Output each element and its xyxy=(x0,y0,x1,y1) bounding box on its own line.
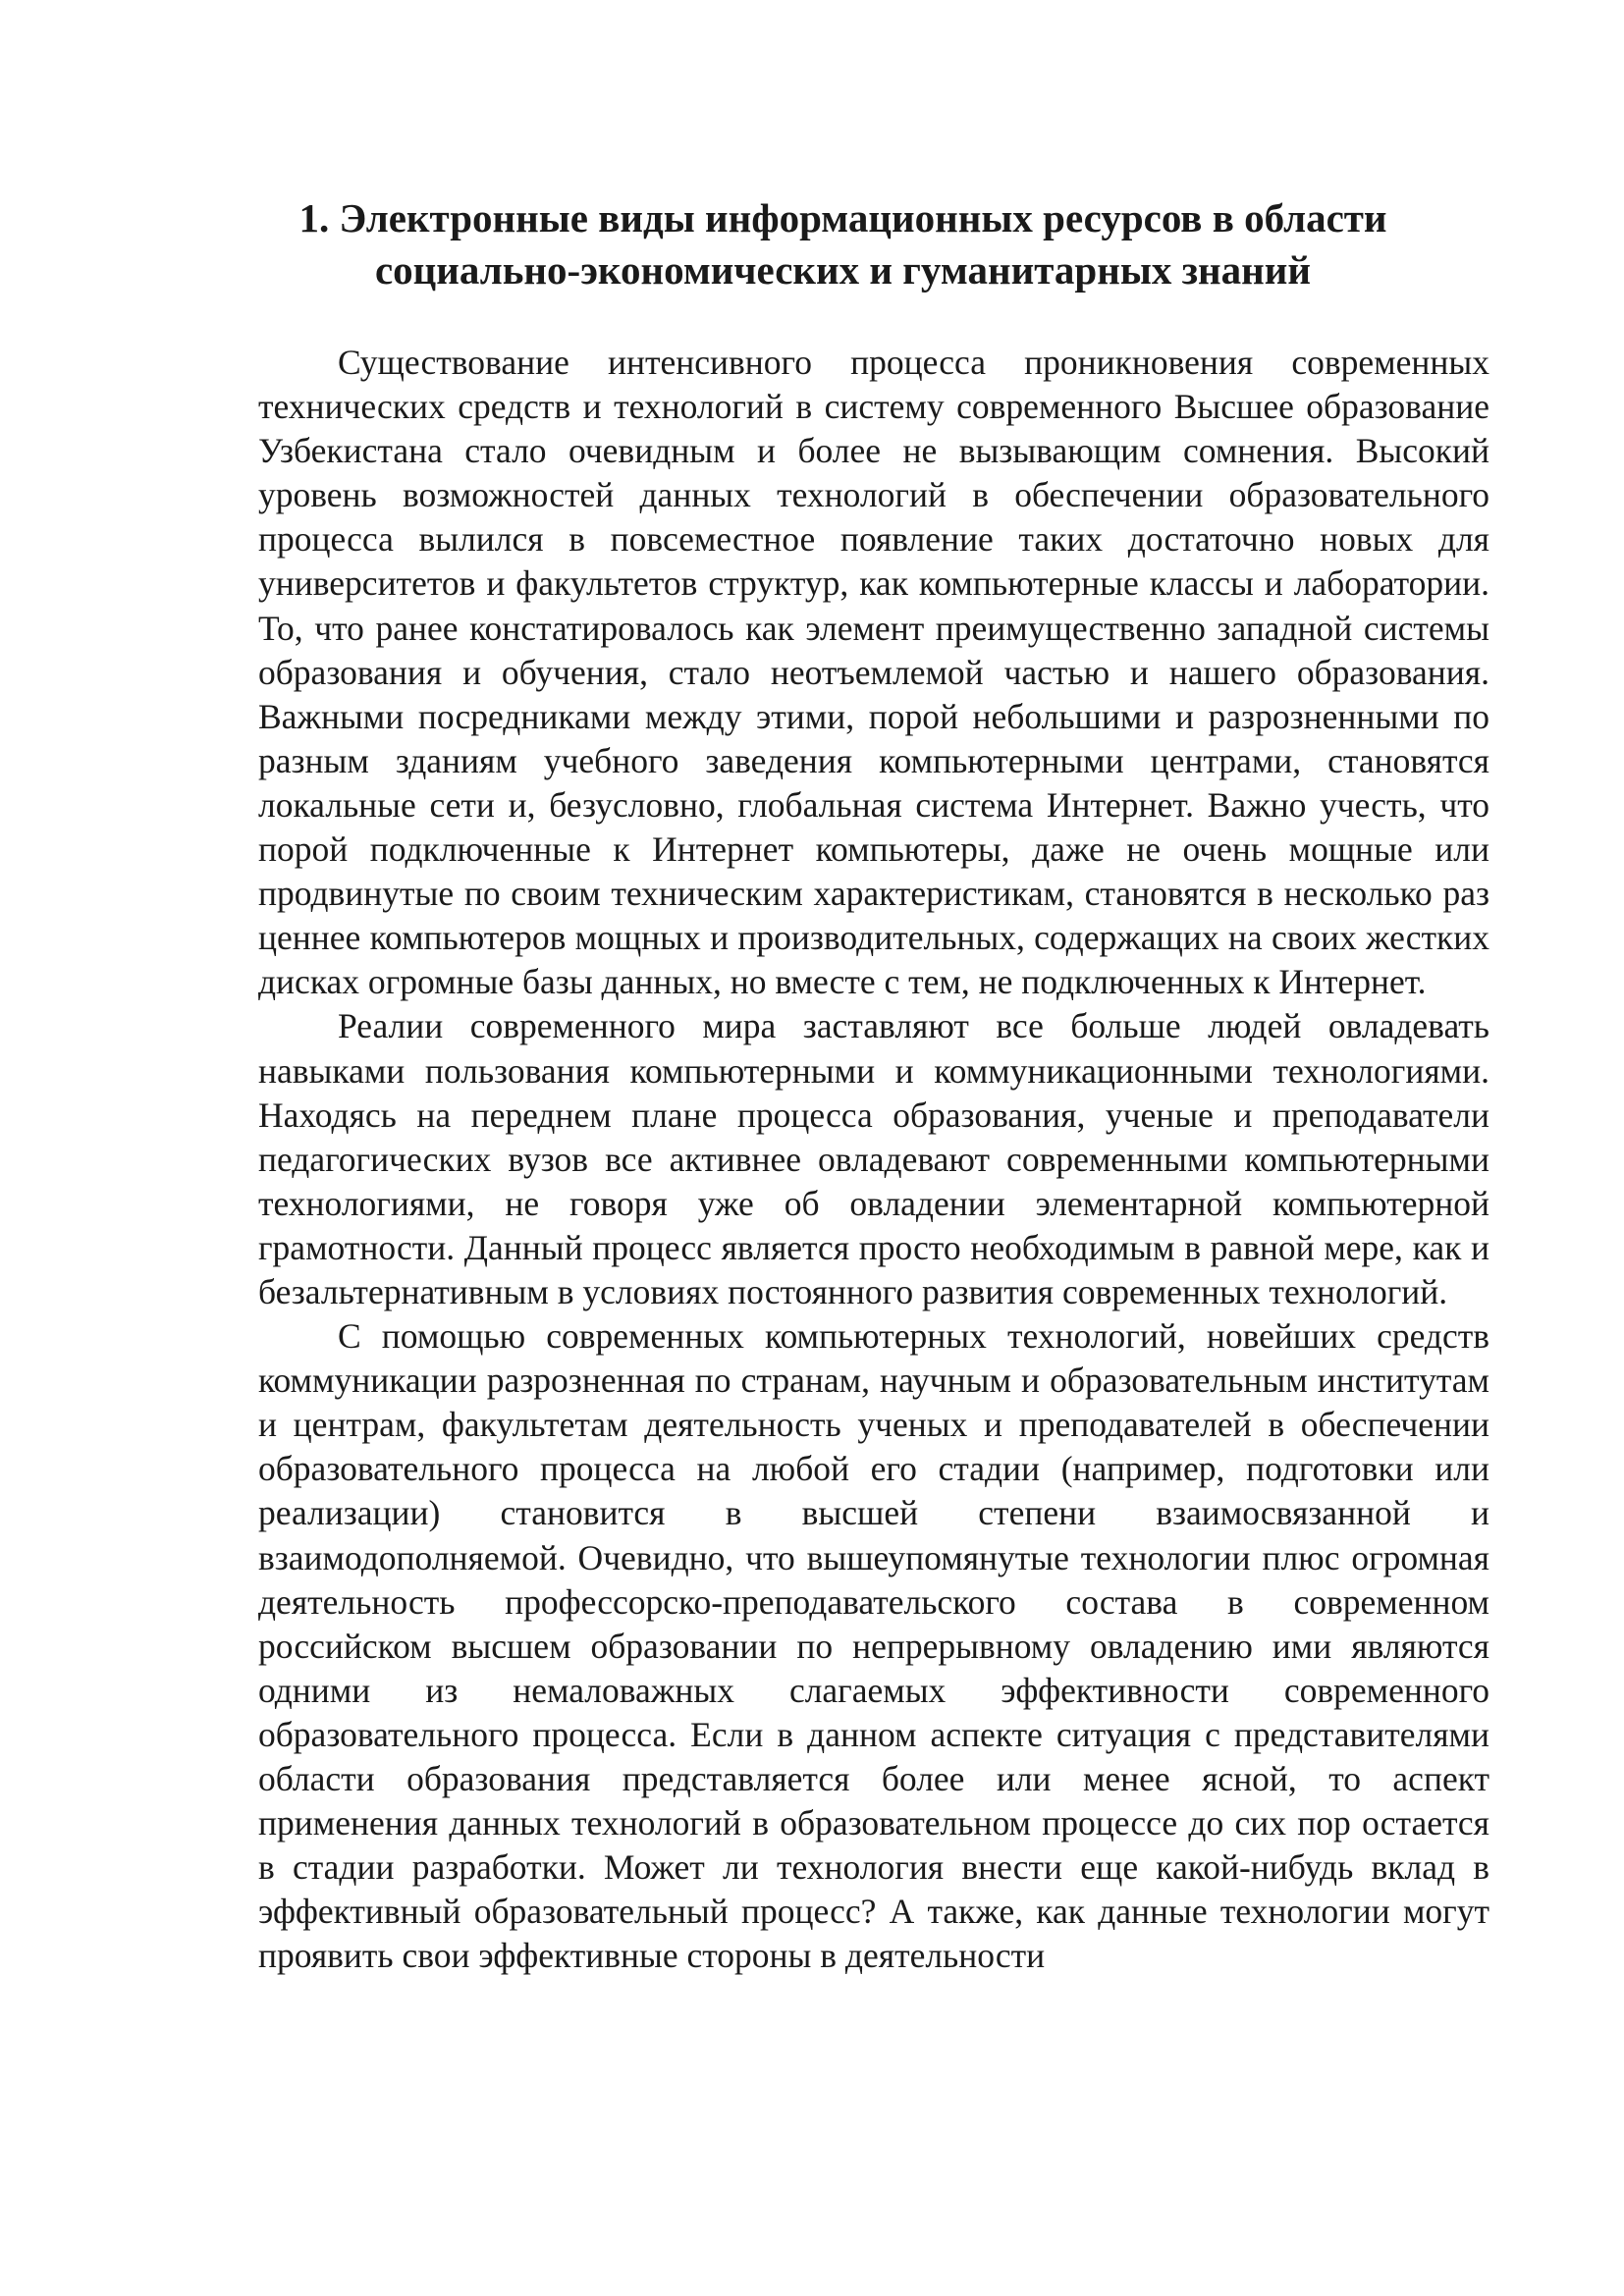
section-heading xyxy=(196,192,1489,296)
paragraph-3: С помощью современных компьютерных технологий, новейших средств коммуникации разрозненная по странам, научным и образовательным институтам и центрам, факультетам деятельность ученых и преподавателей в обеспечении образовательного процесса на любой его стадии (например, подготовки или реализации) становится в высшей степени взаимосвязанной и взаимодополняемой. Очевидно, что вышеупомянутые технологии плюс огромная деятельность профессорско-преподавательского состава в современном российском высшем образовании по непрерывному овладению ими являются одними из немаловажных слагаемых эффективности современного образовательного процесса. Если в данном аспекте ситуация с представителями области образования представляется более или менее ясной, то аспект применения данных технологий в образовательном процессе до сих пор остается в стадии разработки. Может ли технология внести еще какой-нибудь вклад в эффективный образовательный процесс? А также, как данные технологии могут проявить свои эффективные стороны в деятельности xyxy=(258,1316,1489,1976)
paragraph-2: Реалии современного мира заставляют все больше людей овладевать навыками пользования компьютерными и коммуникационными технологиями. Находясь на переднем плане процесса образования, ученые и преподаватели педагогических вузов все активнее овладевают современными компьютерными технологиями, не говоря уже об овладении элементарной компьютерной грамотности. Данный процесс является просто необходимым в равной мере, как и безальтернативным в условиях постоянного развития современных технологий. xyxy=(258,1006,1489,1311)
body-text xyxy=(258,341,1489,1978)
section-heading-line-2: социально-экономических и гуманитарных знаний xyxy=(374,247,1312,293)
paragraph-1: Существование интенсивного процесса проникновения современных технических средств и технологий в систему современного Высшее образование Узбекистана стало очевидным и более не вызывающим сомнения. Высокий уровень возможностей данных технологий в обеспечении образовательного процесса вылился в повсеместное появление таких достаточно новых для университетов и факультетов структур, как компьютерные классы и лаборатории. То, что ранее констатировалось как элемент преимущественно западной системы образования и обучения, стало неотъемлемой частью и нашего образования. Важными посредниками между этими, порой небольшими и разрозненными по разным зданиям учебного заведения компьютерными центрами, становятся локальные сети и, безусловно, глобальная система Интернет. Важно учесть, что порой подключенные к Интернет компьютеры, даже не очень мощные или продвинутые по своим техническим характеристикам, становятся в несколько раз ценнее компьютеров мощных и производительных, содержащих на своих жестких дисках огромные базы данных, но вместе с тем, не подключенных к Интернет. xyxy=(258,343,1489,1002)
section-heading-line-1: 1. Электронные виды информационных ресурсов в области xyxy=(298,195,1387,240)
